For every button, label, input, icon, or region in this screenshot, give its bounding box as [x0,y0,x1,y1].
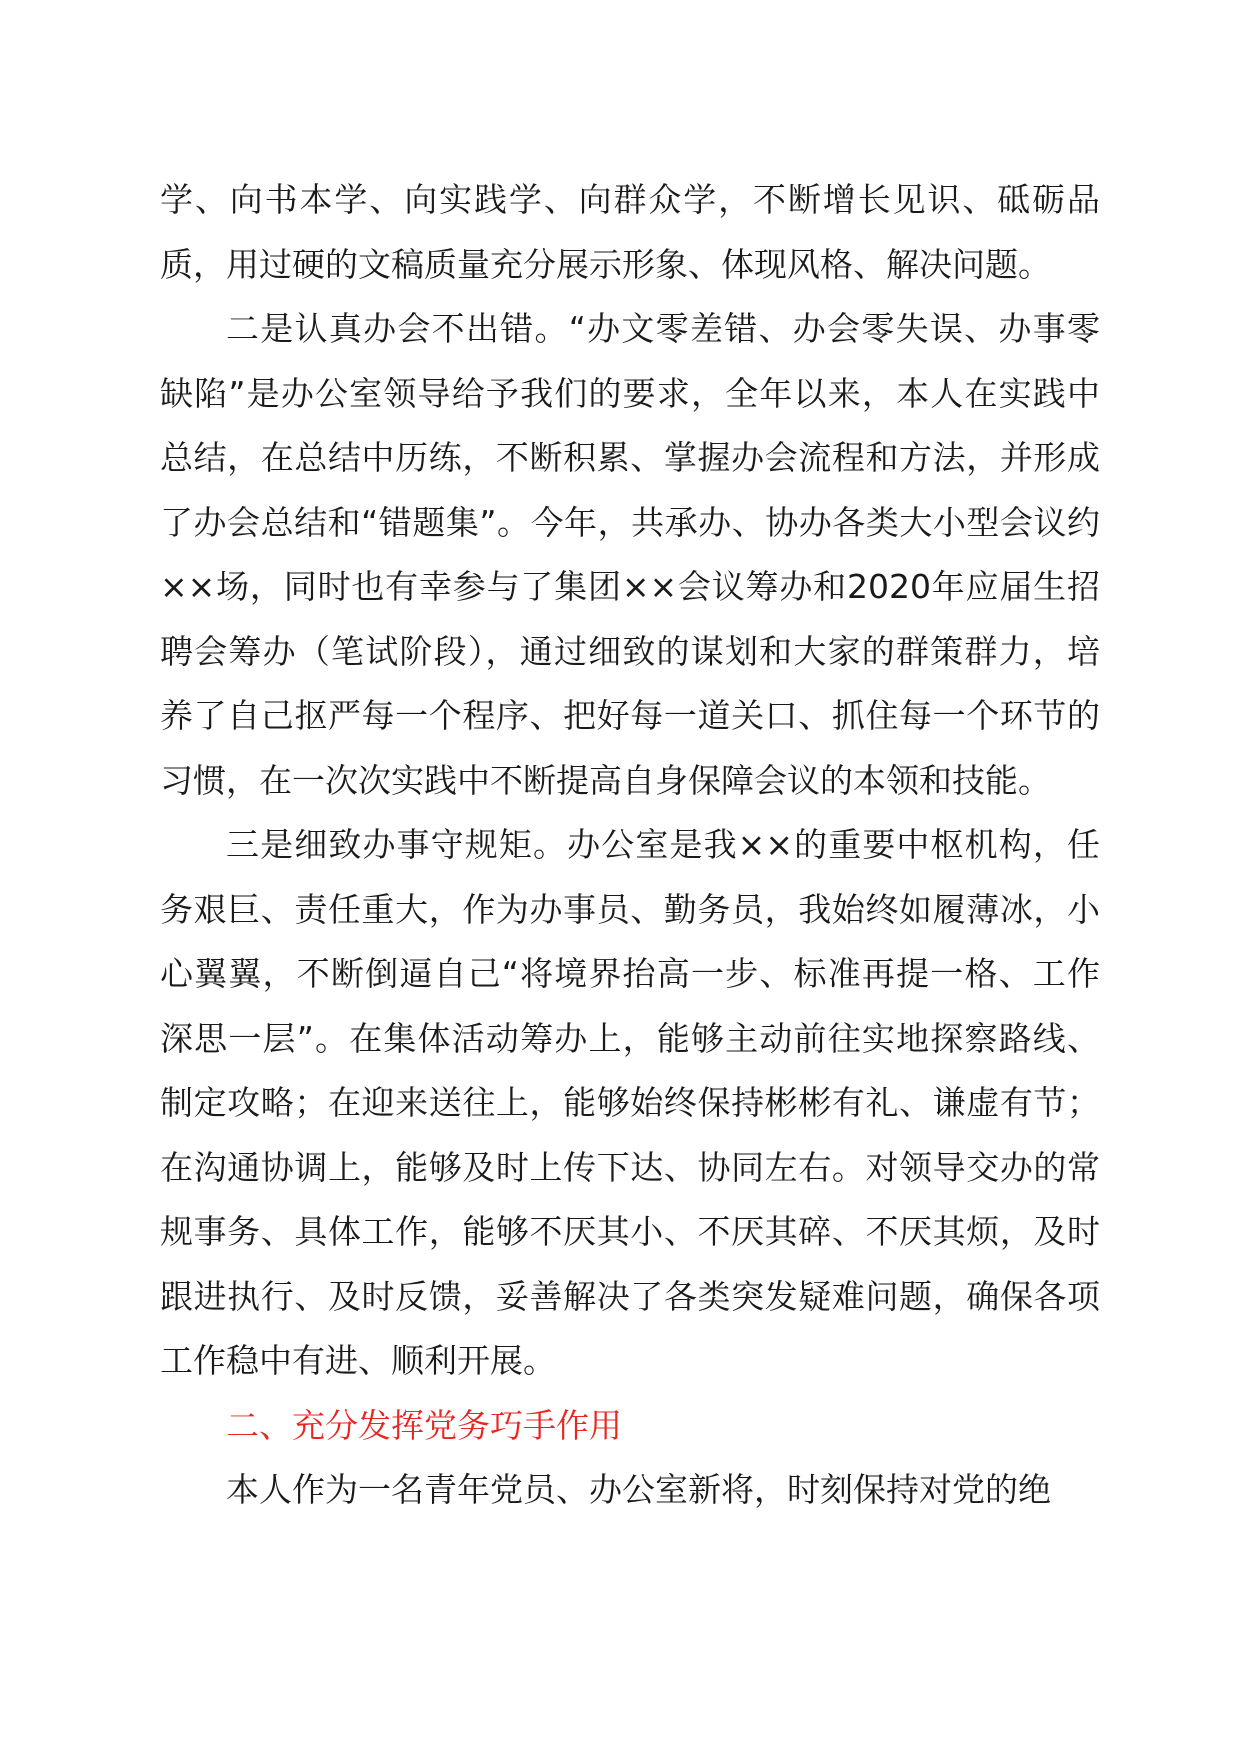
paragraph-party-affairs: 本人作为一名青年党员、办公室新将，时刻保持对党的绝 [226,1470,1051,1509]
document-body [160,168,1100,1523]
paragraph-office-affairs: 三是细致办事守规矩。办公室是我××的重要中枢机构，任务艰巨、责任重大，作为办事员、勤务员，我始终如履薄冰，小心翼翼，不断倒逼自己“将境界抬高一步、标准再提一格、工作深思一层”。在集体活动筹办上，能够主动前往实地探察路线、制定攻略；在迎来送往上，能够始终保持彬彬有礼、谦虚有节；在沟通协调上，能够及时上传下达、协同左右。对领导交办的常规事务、具体工作，能够不厌其小、不厌其碎、不厌其烦，及时跟进执行、及时反馈，妥善解决了各类突发疑难问题，确保各项工作稳中有进、顺利开展。 [160,825,1100,1380]
paragraph-continuation: 学、向书本学、向实践学、向群众学，不断增长见识、砥砺品质，用过硬的文稿质量充分展示形象、体现风格、解决问题。 [160,180,1100,284]
paragraph-meeting-organization: 二是认真办会不出错。“办文零差错、办会零失误、办事零缺陷”是办公室领导给予我们的要求，全年以来，本人在实践中总结，在总结中历练，不断积累、掌握办会流程和方法，并形成了办会总结和“错题集”。今年，共承办、协办各类大小型会议约××场，同时也有幸参与了集团××会议筹办和2020年应届生招聘会筹办（笔试阶段），通过细致的谋划和大家的群策群力，培养了自己抠严每一个程序、把好每一道关口、抓住每一个环节的习惯，在一次次实践中不断提高自身保障会议的本领和技能。 [160,309,1100,800]
section-heading: 二、充分发挥党务巧手作用 [226,1405,622,1445]
